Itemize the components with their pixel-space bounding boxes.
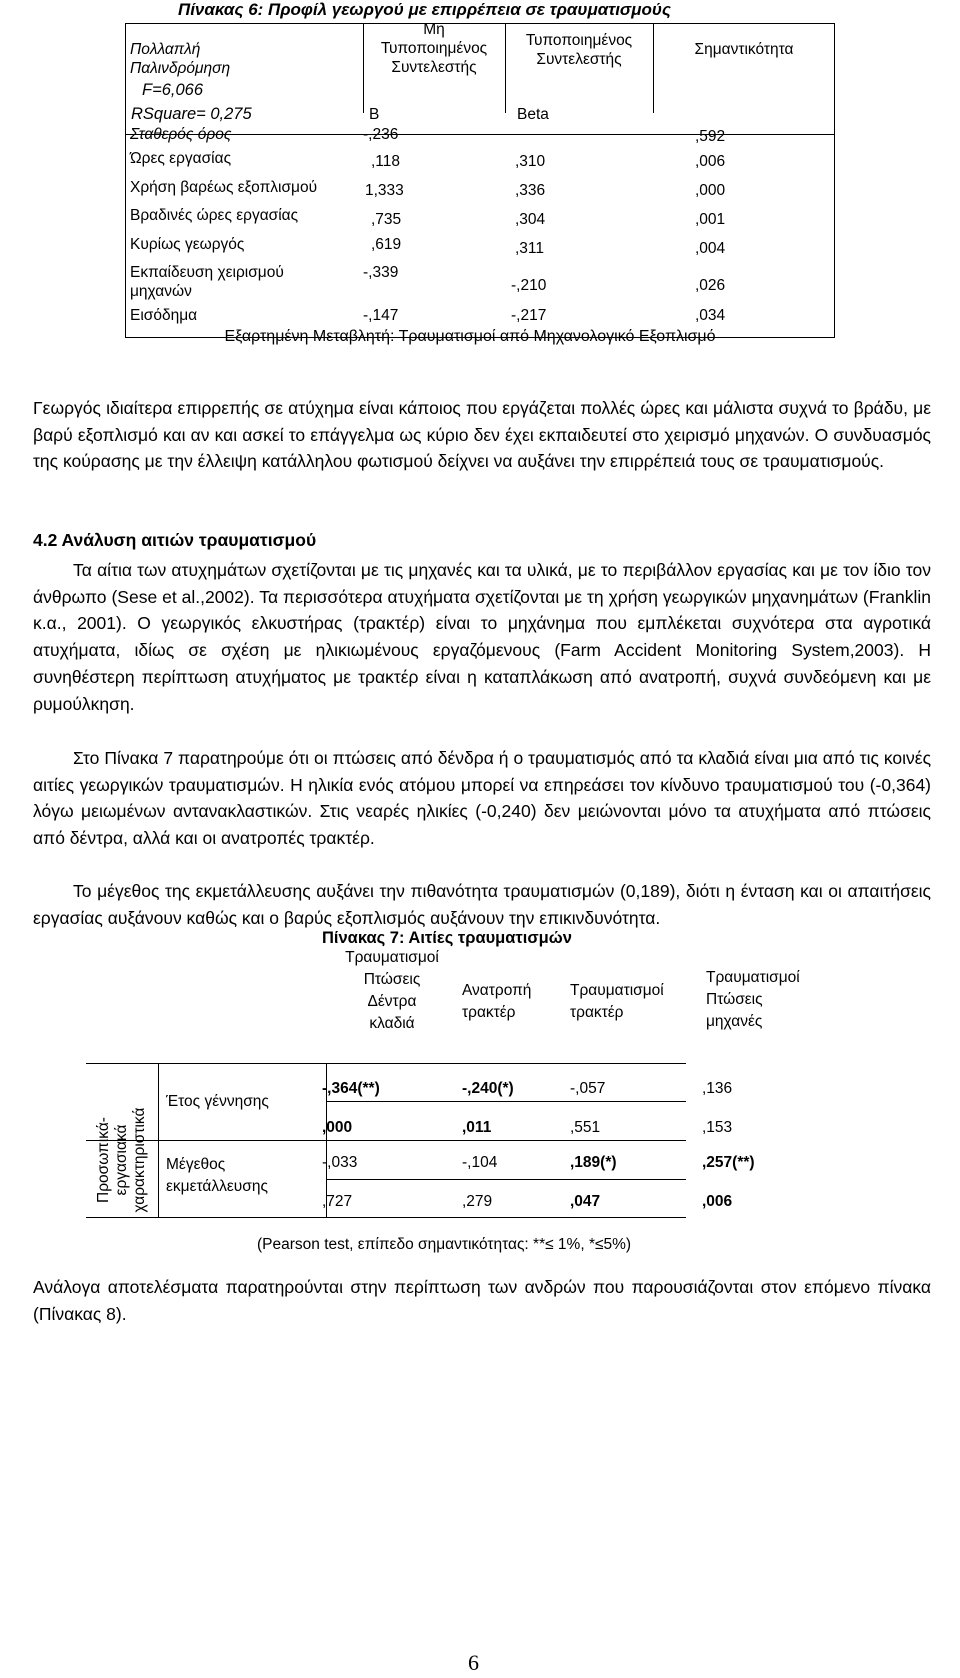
table7-rule — [158, 1063, 159, 1218]
cell: -,364(**) — [322, 1080, 380, 1097]
row-label: Εκπαίδευση χειρισμού μηχανών — [130, 264, 284, 300]
group-label-text: Προσωπικά- εργασιακά χαρακτηριστικά — [95, 1107, 148, 1213]
f-statistic: F=6,066 — [142, 81, 204, 99]
cell: ,153 — [702, 1119, 733, 1136]
row-label: Χρήση βαρέως εξοπλισμού — [130, 179, 318, 196]
header-significance: Σημαντικότητα — [694, 41, 794, 58]
col-header-tractor-rollover: Ανατροπή τρακτέρ — [462, 982, 532, 1021]
cell: ,011 — [462, 1119, 492, 1136]
cell: ,006 — [702, 1193, 733, 1210]
cell: ,279 — [462, 1193, 493, 1210]
b-value: -,147 — [363, 307, 399, 324]
table7-rule — [86, 1140, 686, 1141]
table6-rule — [653, 23, 654, 113]
beta-label: Beta — [517, 106, 549, 123]
cell: ,136 — [702, 1080, 733, 1097]
cell: ,000 — [322, 1119, 353, 1136]
header-standardized: Τυποποιημένος Συντελεστής — [525, 32, 633, 68]
sig-value: ,001 — [695, 211, 726, 228]
header-regression: Πολλαπλή Παλινδρόμηση — [130, 41, 231, 77]
page-number: 6 — [468, 1650, 479, 1675]
table7-rule — [326, 1101, 686, 1102]
table7-note: (Pearson test, επίπεδο σημαντικότητας: **≤ 1%, *≤5%) — [257, 1236, 632, 1253]
beta-value: -,210 — [511, 277, 547, 294]
b-value: 1,333 — [365, 182, 404, 199]
b-value: ,118 — [371, 153, 401, 170]
table6-rule — [125, 134, 835, 135]
paragraph: Το μέγεθος της εκμετάλλευσης αυξάνει την πιθανότητα τραυματισμών (0,189), διότι η ένταση και οι απαιτήσεις εργασίας αυξάνουν καθώς και ο βαρύς εξοπλισμός αυξάνουν την επικινδυνότητα. — [33, 881, 931, 928]
beta-value: ,304 — [515, 211, 546, 228]
col-header-falls-machines: Τραυματισμοί Πτώσεις μηχανές — [706, 969, 800, 1030]
sig-value: ,006 — [695, 153, 726, 170]
table6-title: Πίνακας 6: Προφίλ γεωργού με επιρρέπεια σε τραυματισμούς — [178, 0, 671, 19]
b-value: ,619 — [371, 236, 402, 253]
table7-rule — [86, 1063, 686, 1064]
sig-value: ,004 — [695, 240, 726, 257]
header-unstandardized: Μη Τυποποιημένος Συντελεστής — [380, 21, 488, 76]
dependent-variable: Εξαρτημένη Μεταβλητή: Τραυματισμοί από Μηχανολογικό Εξοπλισμό — [224, 328, 716, 345]
row-label-farm-size: Μέγεθος εκμετάλλευσης — [166, 1156, 268, 1195]
table7 — [86, 949, 800, 1251]
col-header-tractor-injuries: Τραυματισμοί τρακτέρ — [570, 982, 664, 1021]
sig-value: ,000 — [695, 182, 726, 199]
row-label-birth-year: Έτος γέννησης — [166, 1093, 269, 1110]
row-label: Βραδινές ώρες εργασίας — [130, 207, 299, 224]
b-label: B — [369, 106, 380, 123]
table7-rule — [326, 1179, 686, 1180]
cell: -,033 — [322, 1154, 358, 1171]
sig-value: ,592 — [695, 128, 726, 145]
sig-value: ,026 — [695, 277, 726, 294]
beta-value: ,311 — [515, 240, 545, 257]
row-label: Κυρίως γεωργός — [130, 236, 245, 253]
beta-value: ,336 — [515, 182, 546, 199]
cell: -,240(*) — [462, 1080, 514, 1097]
group-label — [86, 1063, 158, 1258]
paragraph: Τα αίτια των ατυχημάτων σχετίζονται με τις μηχανές και τα υλικά, με το περιβάλλον εργασίας και με τον ίδιο τον άνθρωπο (Sese et al.,2002). Τα περισσότερα ατυχήματα σχετίζονται με τη χρήση γεωργικών μηχανημάτων (Franklin κ.α., 2001). Ο γεωργικός ελκυστήρας (τρακτέρ) είναι το μηχάνημα που εμπλέκεται συχνότερα στα αγροτικά ατυχήματα, ιδίως σε σχέση με ηλικιωμένους εργαζόμενους (Farm Accident Monitoring System,2003). Η συνηθέστερη περίπτωση ατυχήματος με τρακτέρ είναι η καταπλάκωση από ανατροπή, συχνά συνδεόμενη και με ρυμούλκηση. — [33, 560, 931, 714]
b-value: -,236 — [363, 126, 399, 143]
table6 — [125, 23, 835, 363]
table7-rule — [86, 1217, 686, 1218]
cell: ,257(**) — [702, 1154, 755, 1171]
cell: ,189(*) — [570, 1154, 617, 1171]
cell: -,104 — [462, 1154, 498, 1171]
col-header-falls-trees: Τραυματισμοί Πτώσεις Δέντρα κλαδιά — [345, 949, 439, 1032]
table6-border — [834, 23, 835, 338]
paragraph: Γεωργός ιδιαίτερα επιρρεπής σε ατύχημα είναι κάποιος που εργάζεται πολλές ώρες και μάλιστα συχνά το βράδυ, με βαρύ εξοπλισμό και αν και ασκεί το επάγγελμα ως κύριο δεν έχει εκπαιδευτεί στο χειρισμό μηχανών. Ο συνδυασμός της κούρασης με την έλλειψη κατάλληλου φωτισμού δείχνει να αυξάνει την επιρρέπειά τους σε τραυματισμούς. — [33, 398, 931, 472]
cell: ,551 — [570, 1119, 601, 1136]
row-label: Σταθερός όρος — [130, 126, 232, 143]
cell: ,727 — [322, 1193, 353, 1210]
beta-value: -,217 — [511, 307, 547, 324]
paragraph: Ανάλογα αποτελέσματα παρατηρούνται στην περίπτωση των ανδρών που παρουσιάζονται στον επόμενο πίνακα (Πίνακας 8). — [33, 1277, 931, 1324]
section-heading: 4.2 Ανάλυση αιτιών τραυματισμού — [33, 530, 317, 550]
table6-border — [125, 23, 126, 338]
row-label: Εισόδημα — [130, 307, 198, 324]
sig-value: ,034 — [695, 307, 726, 324]
paragraph: Στο Πίνακα 7 παρατηρούμε ότι οι πτώσεις από δένδρα ή ο τραυματισμός από τα κλαδιά είναι μια από τις κοινές αιτίες γεωργικών τραυματισμών. Η ηλικία ενός ατόμου μπορεί να επηρεάσει τον κίνδυνο τραυματισμού του (-0,364) λόγω μειωμένων αντανακλαστικών. Στις νεαρές ηλικίες (-0,240) δεν μειώνονται μόνο τα ατυχήματα από πτώσεις από δέντρα, αλλά και οι ανατροπές τρακτέρ. — [33, 748, 931, 849]
cell: -,057 — [570, 1080, 606, 1097]
b-value: ,735 — [371, 211, 402, 228]
b-value: -,339 — [363, 264, 399, 281]
row-label: Ώρες εργασίας — [130, 150, 232, 167]
r-square: RSquare= 0,275 — [131, 105, 252, 123]
table7-title: Πίνακας 7: Αιτίες τραυματισμών — [322, 929, 572, 947]
beta-value: ,310 — [515, 153, 546, 170]
cell: ,047 — [570, 1193, 601, 1210]
